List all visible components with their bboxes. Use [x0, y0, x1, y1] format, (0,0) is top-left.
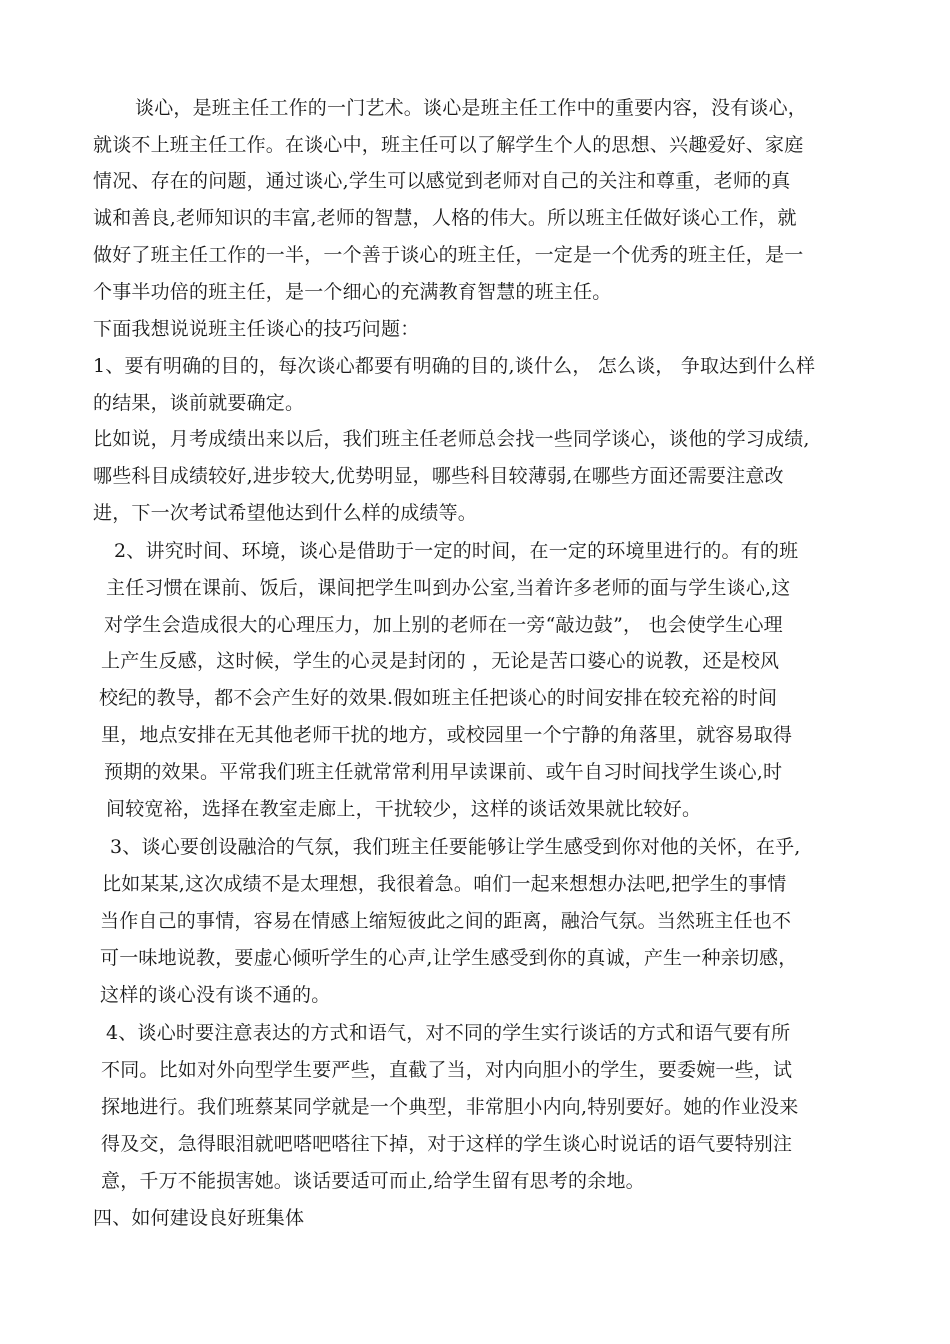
paragraph-line: 比如说，月考成绩出来以后，我们班主任老师总会找一些同学谈心，谈他的学习成绩,: [93, 428, 810, 450]
paragraph-line: 进，下一次考试希望他达到什么样的成绩等。: [93, 502, 478, 524]
paragraph-line: 这样的谈心没有谈不通的。: [100, 984, 331, 1006]
paragraph-line: 个事半功倍的班主任，是一个细心的充满教育智慧的班主任。: [93, 281, 612, 303]
paragraph-line: 当作自己的事情，容易在情感上缩短彼此之间的距离，融洽气氛。当然班主任也不: [100, 910, 792, 932]
paragraph-line: 校纪的教导，都不会产生好的效果.假如班主任把谈心的时间安排在较充裕的时间: [99, 687, 778, 709]
paragraph-line: 就谈不上班主任工作。在谈心中，班主任可以了解学生个人的思想、兴趣爱好、家庭: [93, 134, 804, 156]
paragraph-line: 2、讲究时间、环境，谈心是借助于一定的时间，在一定的环境里进行的。有的班: [114, 540, 799, 562]
paragraph-line: 可一味地说教，要虚心倾听学生的心声,让学生感受到你的真诚，产生一种亲切感，: [100, 947, 798, 969]
paragraph-line: 4、谈心时要注意表达的方式和语气，对不同的学生实行谈话的方式和语气要有所: [106, 1022, 791, 1044]
paragraph-line: 3、谈心要创设融洽的气氛，我们班主任要能够让学生感受到你对他的关怀，在乎,: [110, 836, 801, 858]
paragraph-line: 意，千万不能损害她。谈话要适可而止,给学生留有思考的余地。: [101, 1170, 645, 1192]
paragraph-line: 做好了班主任工作的一半，一个善于谈心的班主任，一定是一个优秀的班主任，是一: [93, 244, 804, 266]
paragraph-line: 探地进行。我们班蔡某同学就是一个典型，非常胆小内向,特别要好。她的作业没来: [101, 1096, 799, 1118]
paragraph-line: 得及交，急得眼泪就吧嗒吧嗒往下掉，对于这样的学生谈心时说话的语气要特别注: [101, 1133, 793, 1155]
paragraph-line: 间较宽裕，选择在教室走廊上，干扰较少，这样的谈话效果就比较好。: [106, 798, 702, 820]
paragraph-line: 1、要有明确的目的，每次谈心都要有明确的目的,谈什么， 怎么谈， 争取达到什么样: [93, 355, 816, 377]
paragraph-line: 诚和善良,老师知识的丰富,老师的智慧，人格的伟大。所以班主任做好谈心工作，就: [93, 207, 797, 229]
section-heading: 四、如何建设良好班集体: [93, 1207, 305, 1229]
paragraph-line: 预期的效果。平常我们班主任就常常利用早读课前、或午自习时间找学生谈心,时: [104, 761, 783, 783]
paragraph-line: 下面我想说说班主任谈心的技巧问题：: [93, 318, 420, 340]
paragraph-line: 对学生会造成很大的心理压力，加上别的老师在一旁“敲边鼓”， 也会使学生心理: [104, 614, 783, 636]
paragraph-line: 谈心，是班主任工作的一门艺术。谈心是班主任工作中的重要内容，没有谈心，: [135, 97, 808, 119]
paragraph-line: 哪些科目成绩较好,进步较大,优势明显，哪些科目较薄弱,在哪些方面还需要注意改: [93, 465, 784, 487]
paragraph-line: 情况、存在的问题，通过谈心,学生可以感觉到老师对自己的关注和尊重，老师的真: [93, 170, 791, 192]
paragraph-line: 比如某某,这次成绩不是太理想，我很着急。咱们一起来想想办法吧,把学生的事情: [102, 873, 787, 895]
paragraph-line: 里，地点安排在无其他老师干扰的地方，或校园里一个宁静的角落里，就容易取得: [101, 724, 793, 746]
paragraph-line: 不同。比如对外向型学生要严些，直截了当，对内向胆小的学生，要委婉一些，试: [101, 1059, 793, 1081]
paragraph-line: 上产生反感，这时候，学生的心灵是封闭的 ，无论是苦口婆心的说教，还是校风: [101, 650, 780, 672]
paragraph-line: 的结果，谈前就要确定。: [93, 392, 305, 414]
paragraph-line: 主任习惯在课前、饭后，课间把学生叫到办公室,当着许多老师的面与学生谈心,这: [106, 577, 791, 599]
